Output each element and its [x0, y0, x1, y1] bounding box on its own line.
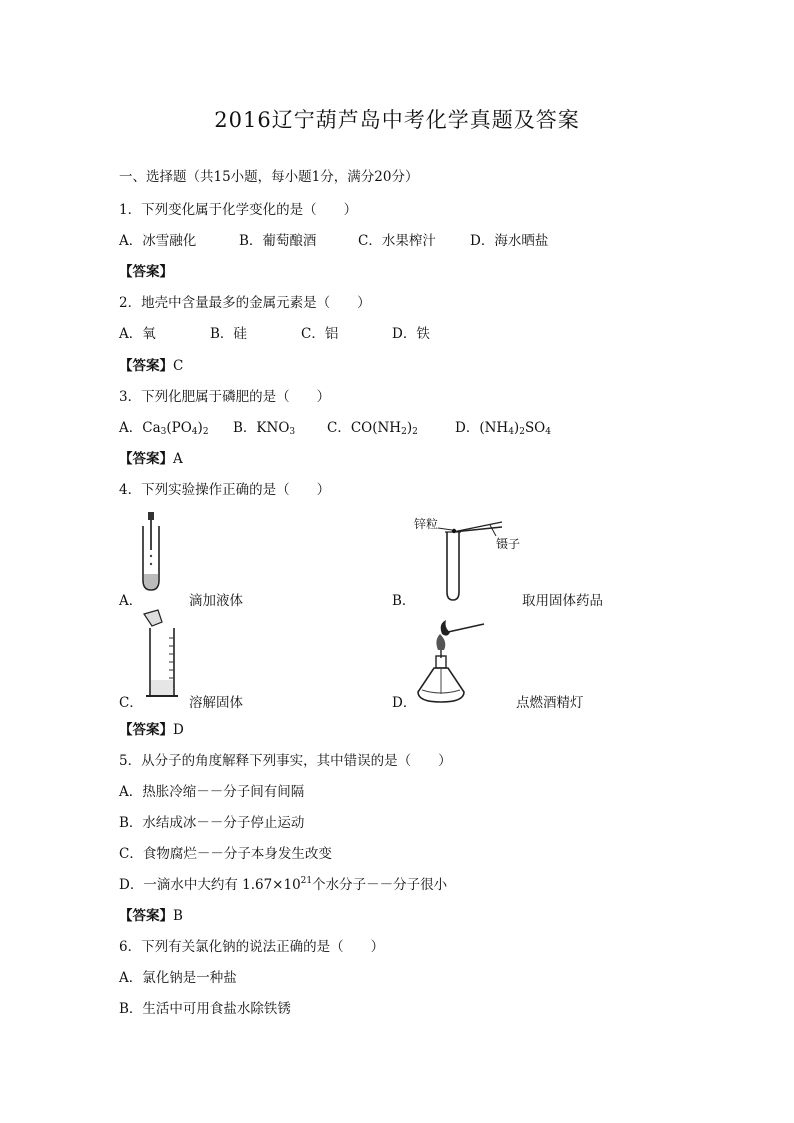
q2-option-c: C．铝 — [301, 326, 339, 342]
label-zinc: 锌粒 — [414, 517, 439, 531]
q1-answer — [119, 260, 173, 280]
question-1-stem: 1．下列变化属于化学变化的是（ ） — [119, 202, 358, 218]
q5-answer-value: B — [173, 908, 183, 924]
q1-option-b: B．葡萄酿酒 — [239, 233, 317, 249]
answer-label: 【答案】 — [119, 722, 173, 738]
q4-answer-value: D — [173, 722, 184, 738]
q5-option-d: D．一滴水中大约有 $1.67\times 10^{21}$个水分子－－分子很小 — [119, 876, 448, 893]
q2-option-a: A．氧 — [119, 326, 156, 342]
q5-option-c: C．食物腐烂－－分子本身发生改变 — [119, 846, 332, 862]
answer-label: 【答案】 — [119, 358, 173, 374]
label-tweezers: 镊子 — [496, 537, 521, 551]
q3-option-d: D．$(NH_4)_2SO_4$ — [455, 420, 551, 437]
q5-option-a: A．热胀冷缩－－分子间有间隔 — [119, 784, 305, 800]
q5-answer — [119, 904, 183, 924]
q4-option-b-letter: B． — [392, 593, 416, 609]
q4-option-d-text: 点燃酒精灯 — [516, 695, 584, 711]
question-3-stem: 3．下列化肥属于磷肥的是（ ） — [119, 389, 331, 405]
figure-graduated-cylinder — [138, 608, 188, 704]
page-title: 2016辽宁葫芦岛中考化学真题及答案 — [214, 108, 580, 132]
q4-option-b-text: 取用固体药品 — [522, 593, 603, 609]
q2-option-b: B．硅 — [210, 326, 247, 342]
q3-answer — [119, 447, 183, 467]
answer-label: 【答案】 — [119, 908, 173, 924]
question-5-stem: 5．从分子的角度解释下列事实，其中错误的是（ ） — [119, 753, 452, 769]
answer-label: 【答案】 — [119, 451, 173, 467]
q4-option-a-text: 滴加液体 — [189, 593, 243, 609]
q4-option-a-letter: A． — [119, 593, 143, 609]
q2-answer — [119, 354, 183, 374]
q1-option-a: A．冰雪融化 — [119, 233, 197, 249]
q6-option-a: A．氯化钠是一种盐 — [119, 970, 237, 986]
q3-option-b: B．$KNO_3$ — [233, 420, 296, 437]
q1-option-d: D．海水晒盐 — [470, 233, 549, 249]
q2-option-d: D．铁 — [392, 326, 430, 342]
q3-answer-value: A — [173, 451, 183, 467]
question-4-stem: 4．下列实验操作正确的是（ ） — [119, 482, 331, 498]
question-6-stem: 6．下列有关氯化钠的说法正确的是（ ） — [119, 939, 385, 955]
q5-option-b: B．水结成冰－－分子停止运动 — [119, 815, 305, 831]
q6-option-b: B．生活中可用食盐水除铁锈 — [119, 1001, 291, 1017]
q2-answer-value: C — [173, 358, 184, 374]
q1-option-c: C．水果榨汁 — [358, 233, 436, 249]
question-2-stem: 2．地壳中含量最多的金属元素是（ ） — [119, 295, 371, 311]
figure-alcohol-lamp — [412, 620, 492, 716]
q4-option-c-letter: C． — [119, 695, 143, 711]
q4-answer — [119, 718, 184, 738]
figure-dropper-test-tube — [135, 508, 175, 594]
q4-option-d-letter: D． — [392, 695, 417, 711]
section-heading: 一、选择题（共15小题，每小题1分，满分20分） — [119, 169, 419, 185]
q4-option-c-text: 溶解固体 — [189, 695, 243, 711]
q3-option-c: C．$CO(NH_2)_2$ — [327, 420, 418, 437]
q3-option-a: A．$Ca_3(PO_4)_2$ — [119, 420, 209, 437]
answer-label: 【答案】 — [119, 264, 173, 280]
